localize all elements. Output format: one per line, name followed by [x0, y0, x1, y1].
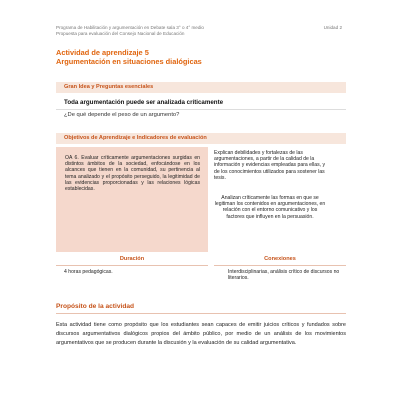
- purpose-body: Esta actividad tiene como propósito que los estudiantes sean capaces de emitir juicios críticos y fundados sobre discursos argumentativos dialógicos propios del ámbito público, por medio de un análisis de los movimientos argumentativos que se producen durante la discusión y la evaluación de su calidad argumentativa.: [56, 322, 346, 346]
- connections-value: Interdisciplinarias, análisis crítico de discursos no literarios.: [228, 269, 340, 282]
- duration-divider: [56, 265, 208, 266]
- gran-idea-box: [56, 96, 346, 127]
- program-name: Programa de Habilitación y argumentación en Debate sala 3° o 4° medio: [56, 25, 204, 30]
- document-header: [56, 25, 204, 38]
- activity-label: Actividad de aprendizaje 5: [56, 48, 149, 57]
- objectives-heading: Objetivos de Aprendizaje e Indicadores de evaluación: [56, 133, 346, 144]
- connections-divider: [214, 265, 346, 266]
- essential-question: ¿De qué depende el peso de un argumento?: [64, 112, 180, 118]
- indicator-1: Explican debilidades y fortalezas de las argumentaciones, a partir de la calidad de la información y evidencias empleadas para ellas, y de los conocimientos utilizados para sostener las tesis.: [214, 150, 325, 181]
- activity-heading: [56, 48, 202, 66]
- divider: [56, 109, 346, 110]
- unit-label: Unidad 2: [323, 25, 342, 30]
- indicator-2: Analizan críticamente las formas en que se legitiman los contenidos en argumentaciones, en relación con el entorno comunicativo y los factores que influyen en la persuasión.: [214, 195, 326, 220]
- purpose-divider: [56, 313, 346, 314]
- gran-idea-heading: Gran Idea y Preguntas esenciales: [56, 82, 346, 93]
- learning-objective-text: OA 6. Evaluar críticamente argumentaciones surgidas en distintos ámbitos de la sociedad, enfocándose en los alcances que tienen en la comunidad, su pertinencia al tema analizado y el propósito perseguido, la legitimidad de las evidencias proporcionadas y las relaciones lógicas establecidas.: [65, 155, 200, 193]
- gran-idea-statement: Toda argumentación puede ser analizada críticamente: [64, 99, 224, 106]
- program-subtitle: Propuesta para evaluación del Consejo Nacional de Educación: [56, 31, 185, 37]
- activity-title: Argumentación en situaciones dialógicas: [56, 57, 202, 67]
- purpose-heading: Propósito de la actividad: [56, 303, 135, 310]
- duration-value: 4 horas pedagógicas.: [64, 269, 113, 275]
- learning-objective-box: [56, 147, 208, 252]
- connections-label: Conexiones: [264, 256, 296, 262]
- duration-label: Duración: [119, 256, 145, 262]
